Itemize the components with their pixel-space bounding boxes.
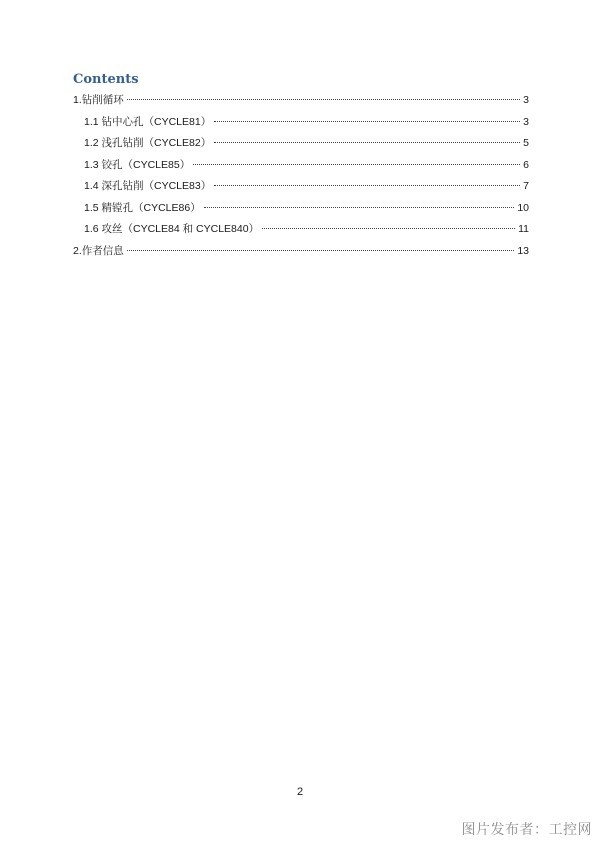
toc-list: [73, 90, 529, 262]
toc-entry-1-5[interactable]: [73, 198, 529, 220]
toc-dot-leader: [127, 250, 515, 251]
watermark: 图片发布者：工控网: [461, 821, 592, 837]
toc-entry-page: 7: [523, 180, 529, 192]
toc-entry-page: 6: [523, 158, 529, 171]
toc-entry-label: 1.5 精镗孔（CYCLE86）: [84, 201, 201, 214]
toc-dot-leader: [204, 207, 515, 208]
toc-dot-leader: [127, 99, 520, 100]
toc-dot-leader: [214, 121, 520, 122]
toc-entry-page: 5: [523, 137, 529, 149]
toc-entry-1[interactable]: [73, 90, 529, 112]
toc-entry-label: 1.2 浅孔钻削（CYCLE82）: [84, 137, 212, 149]
page-number: 2: [296, 786, 304, 798]
toc-entry-1-2[interactable]: [73, 133, 529, 155]
toc-entry-1-3[interactable]: [73, 155, 529, 177]
toc-entry-label: 1.钻削循环: [73, 94, 124, 106]
toc-dot-leader: [262, 228, 515, 229]
toc-entry-2[interactable]: [73, 241, 529, 263]
toc-dot-leader: [214, 142, 520, 143]
toc-entry-page: 3: [523, 115, 529, 128]
toc-dot-leader: [214, 185, 520, 186]
toc-heading: Contents: [73, 72, 139, 87]
toc-entry-label: 1.6 攻丝（CYCLE84 和 CYCLE840）: [84, 223, 260, 235]
toc-entry-1-1[interactable]: [73, 112, 529, 134]
toc-entry-page: 11: [518, 223, 529, 235]
toc-entry-page: 10: [517, 201, 529, 214]
toc-entry-label: 1.1 钻中心孔（CYCLE81）: [84, 115, 212, 128]
toc-entry-1-6[interactable]: [73, 219, 529, 241]
toc-entry-page: 13: [517, 244, 529, 257]
toc-entry-label: 1.4 深孔钻削（CYCLE83）: [84, 180, 212, 192]
toc-dot-leader: [193, 164, 520, 165]
toc-entry-1-4[interactable]: [73, 176, 529, 198]
toc-entry-label: 2.作者信息: [73, 244, 124, 257]
toc-entry-page: 3: [523, 94, 529, 106]
toc-entry-label: 1.3 铰孔（CYCLE85）: [84, 158, 191, 171]
